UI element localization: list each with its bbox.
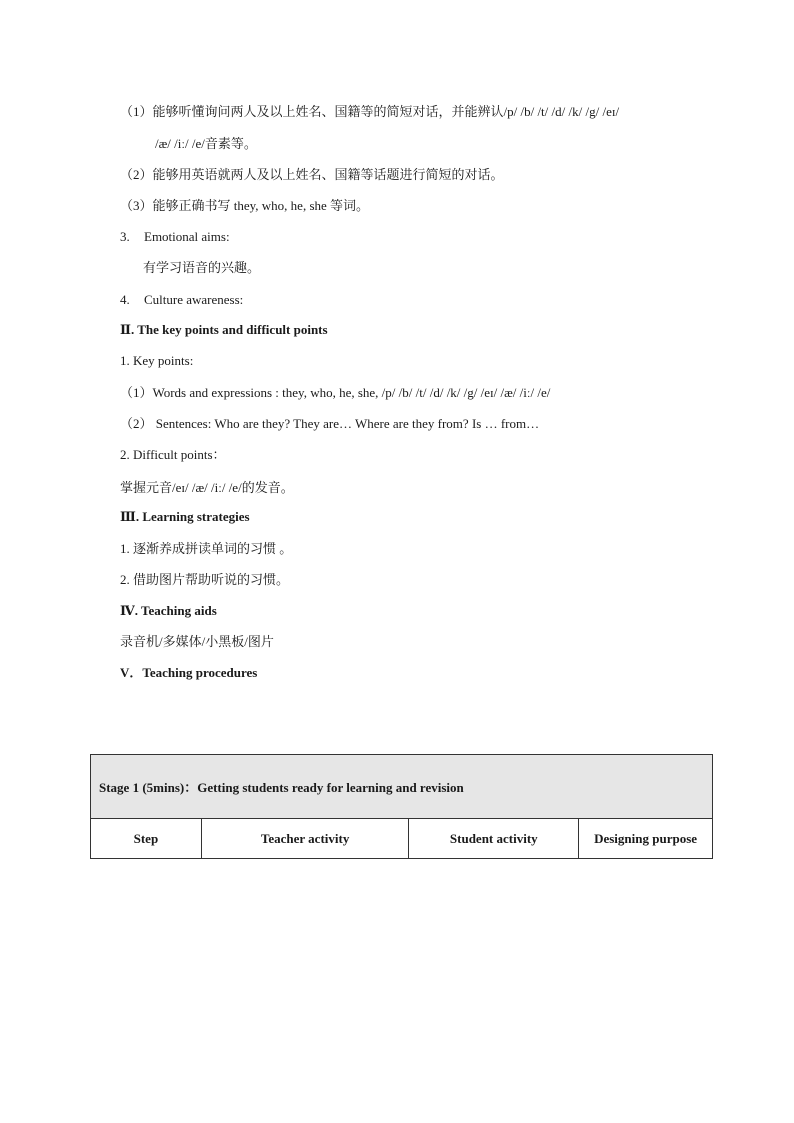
column-header-step: Step [91,819,202,859]
emotional-aims-label: Emotional aims: [144,229,230,244]
culture-awareness-heading [120,292,243,308]
column-header-teacher-activity: Teacher activity [201,819,409,859]
learning-strategies-heading: Ⅲ. Learning strategies [120,509,250,524]
learning-strategy-item-2: 2. 借助图片帮助听说的习惯。 [120,572,290,587]
objective-item-1-line-2: /æ/ /iː/ /e/音素等。 [155,136,257,151]
difficult-points-subheading: 2. Difficult points： [120,447,226,462]
culture-awareness-number: 4. [120,292,130,307]
difficult-points-text: 掌握元音/eɪ/ /æ/ /iː/ /e/的发音。 [120,480,294,495]
stage-table [90,754,713,859]
key-points-sentences: （2） Sentences: Who are they? They are… Where are they from? Is … from… [120,416,540,431]
key-points-heading: Ⅱ. The key points and difficult points [120,322,328,337]
key-points-words: （1）Words and expressions : they, who, he, she, /p/ /b/ /t/ /d/ /k/ /g/ /eɪ/ /æ/ /iː/ /e/ [120,385,551,400]
emotional-aims-number: 3. [120,229,130,244]
teaching-aids-text: 录音机/多媒体/小黑板/图片 [120,634,274,649]
objective-item-1-line-1: （1）能够听懂询问两人及以上姓名、国籍等的简短对话，并能辨认/p/ /b/ /t/ /d/ /k/ /g/ /eɪ/ [120,104,620,119]
stage-title-row [91,755,713,819]
teaching-procedures-heading: V．Teaching procedures [120,665,258,680]
emotional-aims-heading [120,229,230,245]
column-header-student-activity: Student activity [409,819,579,859]
culture-awareness-label: Culture awareness: [144,292,244,307]
key-points-subheading: 1. Key points: [120,353,194,368]
objective-item-3: （3）能够正确书写 they, who, he, she 等词。 [120,198,370,213]
emotional-aims-text: 有学习语音的兴趣。 [143,260,261,275]
learning-strategy-item-1: 1. 逐渐养成拼读单词的习惯 。 [120,541,293,556]
table-header-row [91,819,713,859]
stage-title-cell: Stage 1 (5mins)：Getting students ready for learning and revision [91,755,713,819]
teaching-aids-heading: Ⅳ. Teaching aids [120,603,217,618]
objective-item-2: （2）能够用英语就两人及以上姓名、国籍等话题进行简短的对话。 [120,167,504,182]
column-header-designing-purpose: Designing purpose [579,819,713,859]
